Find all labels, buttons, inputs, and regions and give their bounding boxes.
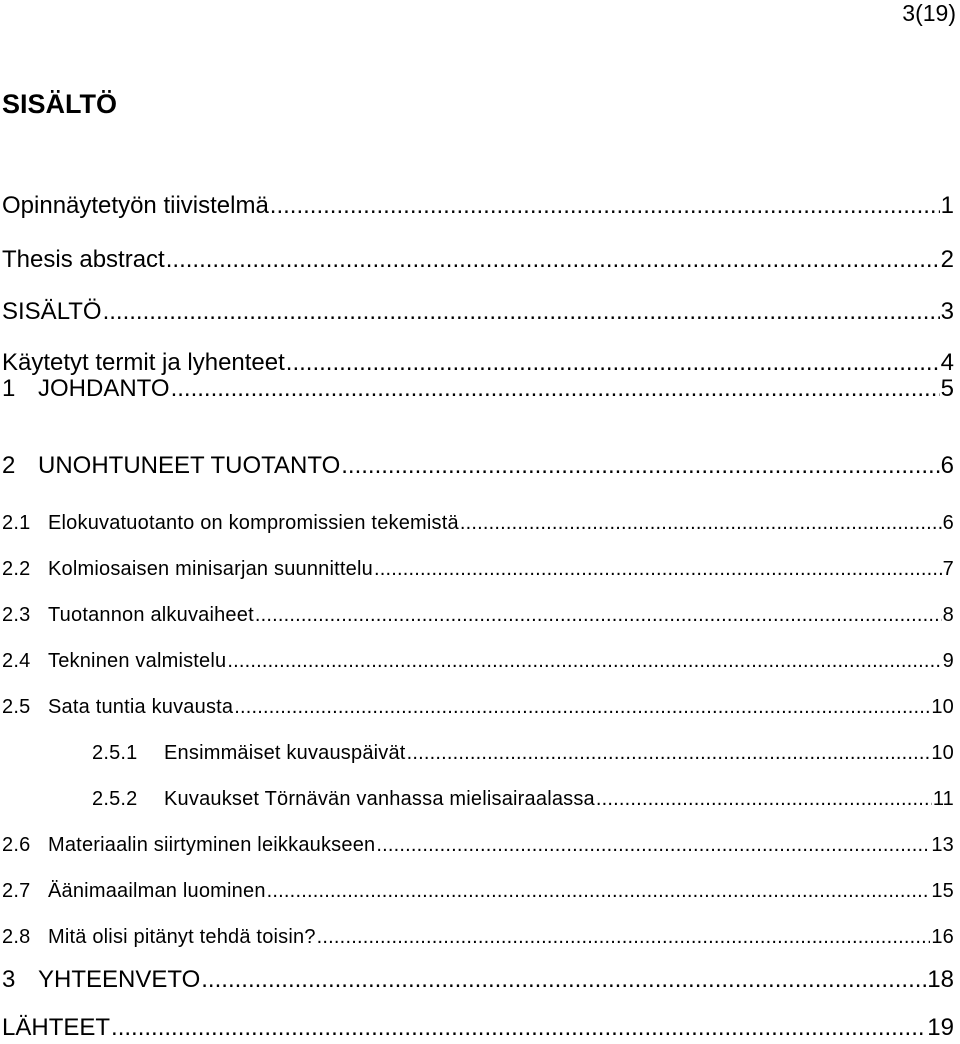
toc-entry-title: Opinnäytetyön tiivistelmä (2, 192, 269, 219)
toc-entry-title: Elokuvatuotanto on kompromissien tekemistä (48, 512, 459, 534)
toc-entry-title: Thesis abstract (2, 246, 165, 273)
toc-entry[interactable] (2, 450, 954, 482)
toc-leader-dots (166, 244, 940, 276)
toc-entry-title: Tuotannon alkuvaiheet (48, 604, 254, 626)
toc-entry-page: 10 (931, 696, 954, 718)
toc-entry-page: 7 (942, 558, 954, 580)
toc-entry-title: JOHDANTO (38, 375, 170, 402)
toc-entry-title: LÄHTEET (2, 1014, 111, 1041)
toc-entry-page: 19 (927, 1014, 954, 1041)
toc-entry-page: 8 (942, 604, 954, 626)
toc-entry-title: Kolmiosaisen minisarjan suunnittelu (48, 558, 373, 580)
toc-leader-dots (227, 647, 941, 675)
toc-leader-dots (407, 739, 931, 767)
toc-entry-title: Materiaalin siirtyminen leikkaukseen (48, 834, 376, 856)
toc-entry-number: 3 (2, 966, 16, 993)
toc-leader-dots (270, 190, 940, 222)
toc-leader-dots (317, 923, 931, 951)
toc-entry-number: 2.5.1 (92, 742, 138, 764)
toc-entry-title: Käytetyt termit ja lyhenteet (2, 349, 285, 376)
toc-entry-page: 9 (942, 650, 954, 672)
toc-entry-number: 2.5.2 (92, 788, 138, 810)
toc-entry[interactable] (2, 877, 954, 905)
toc-entry[interactable] (2, 831, 954, 859)
toc-entry-page: 11 (932, 788, 954, 810)
toc-entry-number: 2 (2, 452, 16, 479)
page-number: 3(19) (902, 0, 956, 26)
toc-entry-page: 6 (940, 452, 954, 479)
toc-entry[interactable] (92, 785, 954, 813)
toc-entry[interactable] (2, 693, 954, 721)
toc-entry[interactable] (92, 739, 954, 767)
toc-entry-page: 15 (931, 880, 954, 902)
toc-leader-dots (255, 601, 942, 629)
toc-leader-dots (234, 693, 930, 721)
toc-entry[interactable] (2, 1012, 954, 1044)
toc-leader-dots (111, 1012, 926, 1044)
toc-entry[interactable] (2, 964, 954, 996)
toc-entry[interactable] (2, 190, 954, 222)
toc-leader-dots (460, 509, 942, 537)
toc-leader-dots (374, 555, 942, 583)
toc-entry-page: 4 (940, 349, 954, 376)
toc-entry-title: YHTEENVETO (38, 966, 201, 993)
toc-entry[interactable] (2, 647, 954, 675)
toc-entry-title: Kuvaukset Törnävän vanhassa mielisairaalassa (164, 788, 595, 810)
toc-entry[interactable] (2, 509, 954, 537)
toc-entry-title: Tekninen valmistelu (48, 650, 227, 672)
toc-entry-page: 10 (931, 742, 954, 764)
toc-entry[interactable] (2, 555, 954, 583)
toc-entry[interactable] (2, 373, 954, 405)
toc-entry-page: 18 (927, 966, 954, 993)
toc-entry[interactable] (2, 923, 954, 951)
toc-leader-dots (596, 785, 932, 813)
toc-leader-dots (376, 831, 930, 859)
toc-entry-page: 16 (931, 926, 954, 948)
toc-entry-number: 2.2 (2, 558, 31, 580)
toc-entry-title: Äänimaailman luominen (48, 880, 266, 902)
toc-entry[interactable] (2, 601, 954, 629)
toc-entry-number: 1 (2, 375, 16, 402)
toc-entry-page: 3 (940, 298, 954, 325)
toc-leader-dots (341, 450, 939, 482)
toc-entry-page: 2 (940, 246, 954, 273)
toc-entry[interactable] (2, 296, 954, 328)
toc-entry-page: 13 (931, 834, 954, 856)
toc-entry-number: 2.1 (2, 512, 31, 534)
toc-entry-number: 2.6 (2, 834, 31, 856)
toc-entry-title: Sata tuntia kuvausta (48, 696, 234, 718)
toc-entry-title: UNOHTUNEET TUOTANTO (38, 452, 341, 479)
toc-entry-page: 5 (940, 375, 954, 402)
toc-heading: SISÄLTÖ (2, 89, 118, 119)
toc-entry-number: 2.8 (2, 926, 31, 948)
toc-entry-title: Ensimmäiset kuvauspäivät (164, 742, 406, 764)
toc-leader-dots (171, 373, 940, 405)
toc-entry-number: 2.5 (2, 696, 31, 718)
toc-leader-dots (267, 877, 931, 905)
toc-entry-page: 1 (940, 192, 954, 219)
toc-entry-page: 6 (942, 512, 954, 534)
toc-entry-number: 2.4 (2, 650, 31, 672)
toc-leader-dots (103, 296, 940, 328)
toc-entry-title: Mitä olisi pitänyt tehdä toisin? (48, 926, 316, 948)
toc-entry-number: 2.7 (2, 880, 31, 902)
toc-entry-title: SISÄLTÖ (2, 298, 102, 325)
toc-leader-dots (201, 964, 926, 996)
toc-entry[interactable] (2, 244, 954, 276)
toc-entry-number: 2.3 (2, 604, 31, 626)
